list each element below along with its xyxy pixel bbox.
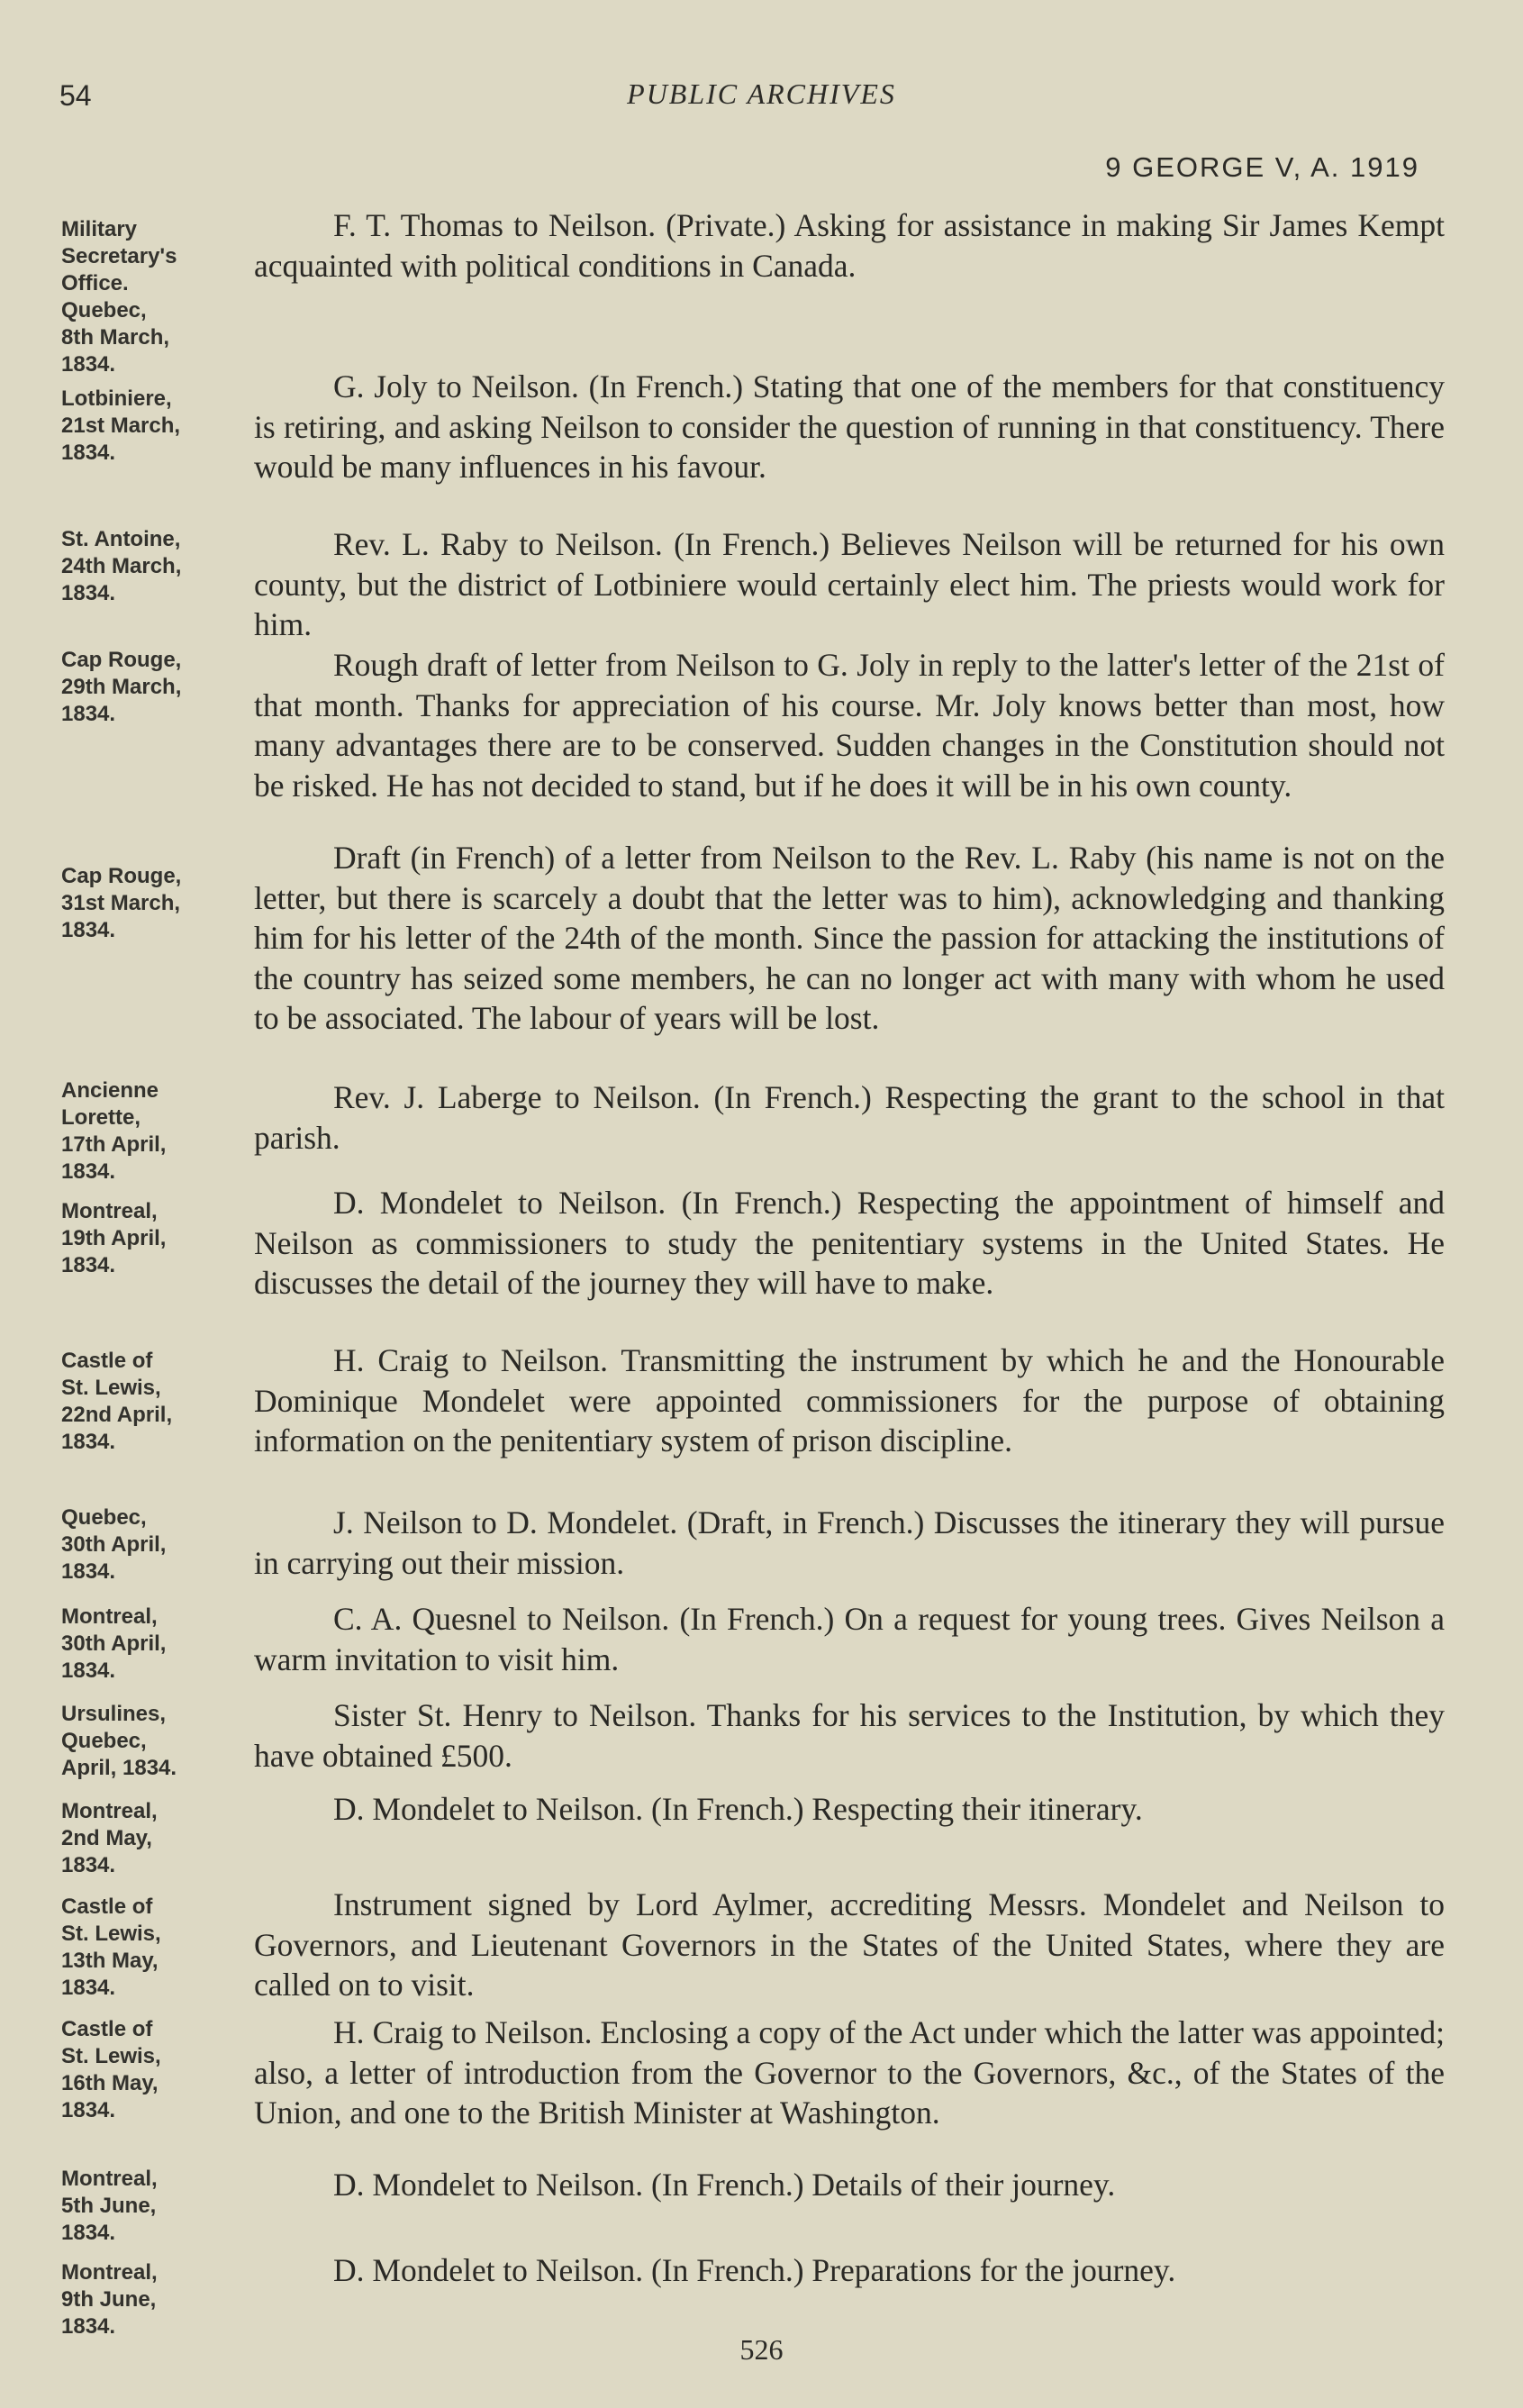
margin-place-date [61,216,241,378]
margin-line: St. Lewis, [61,1376,161,1400]
margin-line: Military [61,217,138,241]
entry-description: C. A. Quesnel to Neilson. (In French.) On a request for young trees. Gives Neilson a warm invitation to visit him. [254,1601,1445,1677]
entry-description: Instrument signed by Lord Aylmer, accrediting Messrs. Mondelet and Neilson to Governors, and Lieutenant Governors in the States of the United States, where they are called on to visit. [254,1886,1445,2003]
margin-line: 1834. [61,2314,116,2339]
margin-line: 1834. [61,702,116,726]
series-reference: 9 GEORGE V, A. 1919 [1105,151,1419,183]
entry-description: H. Craig to Neilson. Enclosing a copy of the Act under which the latter was appointed; also, a letter of introduction from the Governor to the Governors, &c., of the States of the Union, and one to the British Minister at Washington. [254,2014,1445,2131]
margin-line: 1834. [61,918,116,942]
entry-description: Draft (in French) of a letter from Neilson to the Rev. L. Raby (his name is not on the letter, but there is scarcely a doubt that the letter was to him), acknowledging and thanking him for his letter of the 24th of the month. Since the passion for attacking the institutions of the country has seized some members, he can no longer act with many with whom he used to be associated. The labour of years will be lost. [254,840,1445,1036]
entry-description: D. Mondelet to Neilson. (In French.) Respecting the appointment of himself and Neilson as commissioners to study the penitentiary systems in the United States. He discusses the detail of the journey they will have to make. [254,1185,1445,1301]
margin-line: Montreal, [61,1604,158,1629]
margin-line: 19th April, [61,1226,167,1250]
entry-description: H. Craig to Neilson. Transmitting the instrument by which he and the Honourable Dominique Mondelet were appointed commissioners for the purpose of obtaining information on the penitentiary system of prison discipline. [254,1342,1445,1458]
running-title: PUBLIC ARCHIVES [627,77,896,110]
margin-line: 30th April, [61,1631,167,1656]
entry-description: F. T. Thomas to Neilson. (Private.) Asking for assistance in making Sir James Kempt acquainted with political conditions in Canada. [254,207,1445,284]
margin-line: 1834. [61,441,116,465]
margin-line: 1834. [61,1976,116,2000]
margin-line: Ancienne [61,1078,159,1103]
margin-line: Cap Rouge, [61,648,182,672]
margin-line: 1834. [61,1430,116,1454]
margin-line: Quebec, [61,1505,147,1530]
margin-place-date [61,2016,241,2124]
margin-line: 1834. [61,352,116,377]
margin-place-date [61,1604,241,1685]
margin-line: 1834. [61,1253,116,1277]
margin-line: 9th June, [61,2287,157,2312]
margin-line: 5th June, [61,2194,157,2218]
margin-place-date [61,647,241,728]
margin-line: 16th May, [61,2071,159,2095]
page-number: 54 [59,79,92,112]
entry-description: D. Mondelet to Neilson. (In French.) Preparations for the journey. [333,2252,1176,2288]
entry-description: Rev. J. Laberge to Neilson. (In French.) Respecting the grant to the school in that parish. [254,1079,1445,1156]
margin-line: 1834. [61,1853,116,1877]
margin-line: Castle of [61,1349,153,1373]
margin-place-date [61,386,241,467]
margin-line: 1834. [61,2221,116,2245]
margin-line: Lorette, [61,1105,141,1130]
margin-place-date [61,1504,241,1586]
margin-place-date [61,1701,241,1782]
margin-line: 22nd April, [61,1403,173,1427]
entry-description: G. Joly to Neilson. (In French.) Stating that one of the members for that constituency is retiring, and asking Neilson to consider the question of running in that constituency. There would be many influences in his favour. [254,368,1445,485]
margin-place-date [61,526,241,607]
margin-line: 1834. [61,1559,116,1584]
margin-line: Secretary's [61,244,177,268]
entry-description: J. Neilson to D. Mondelet. (Draft, in French.) Discusses the itinerary they will pursue in carrying out their mission. [254,1504,1445,1581]
margin-line: Cap Rouge, [61,864,182,888]
margin-line: St. Lewis, [61,1922,161,1946]
margin-line: April, 1834. [61,1756,177,1780]
margin-line: St. Antoine, [61,527,181,551]
margin-line: 30th April, [61,1532,167,1557]
margin-place-date [61,863,241,944]
entry-description: Rev. L. Raby to Neilson. (In French.) Believes Neilson will be returned for his own county, but the district of Lotbiniere would certainly elect him. The priests would work for him. [254,526,1445,642]
margin-line: Castle of [61,2017,153,2041]
entry-description: D. Mondelet to Neilson. (In French.) Respecting their itinerary. [333,1791,1143,1827]
margin-place-date [61,1894,241,2002]
margin-line: 1834. [61,581,116,605]
margin-line: Office. [61,271,129,295]
margin-line: Montreal, [61,1199,158,1223]
margin-line: 1834. [61,1159,116,1184]
margin-line: Montreal, [61,1799,158,1823]
margin-place-date [61,1348,241,1456]
margin-line: 1834. [61,2098,116,2122]
margin-line: 24th March, [61,554,182,578]
margin-line: Quebec, [61,1729,147,1753]
margin-place-date [61,1198,241,1279]
entry-description: Rough draft of letter from Neilson to G. Joly in reply to the latter's letter of the 21st of that month. Thanks for appreciation of his course. Mr. Joly knows better than most, how many advantages there are to be conserved. Sudden changes in the Constitution should not be risked. He has not decided to stand, but if he does it will be in his own county. [254,647,1445,804]
margin-line: St. Lewis, [61,2044,161,2068]
margin-line: 8th March, [61,325,170,350]
margin-line: Montreal, [61,2260,158,2285]
margin-line: 2nd May, [61,1826,152,1850]
margin-line: Quebec, [61,298,147,323]
margin-place-date [61,1798,241,1879]
margin-line: Lotbiniere, [61,386,172,411]
margin-line: 29th March, [61,675,182,699]
footer-page-number: 526 [739,2333,784,2366]
entry-description: Sister St. Henry to Neilson. Thanks for his services to the Institution, by which they have obtained £500. [254,1697,1445,1774]
margin-line: 13th May, [61,1949,159,1973]
margin-line: 1834. [61,1658,116,1683]
margin-line: 21st March, [61,413,181,438]
margin-place-date [61,2166,241,2247]
margin-place-date [61,1077,241,1186]
margin-place-date [61,2259,241,2340]
margin-line: 31st March, [61,891,181,915]
margin-line: Ursulines, [61,1702,167,1726]
margin-line: 17th April, [61,1132,167,1157]
entry-description: D. Mondelet to Neilson. (In French.) Details of their journey. [333,2167,1116,2203]
margin-line: Castle of [61,1895,153,1919]
margin-line: Montreal, [61,2167,158,2191]
